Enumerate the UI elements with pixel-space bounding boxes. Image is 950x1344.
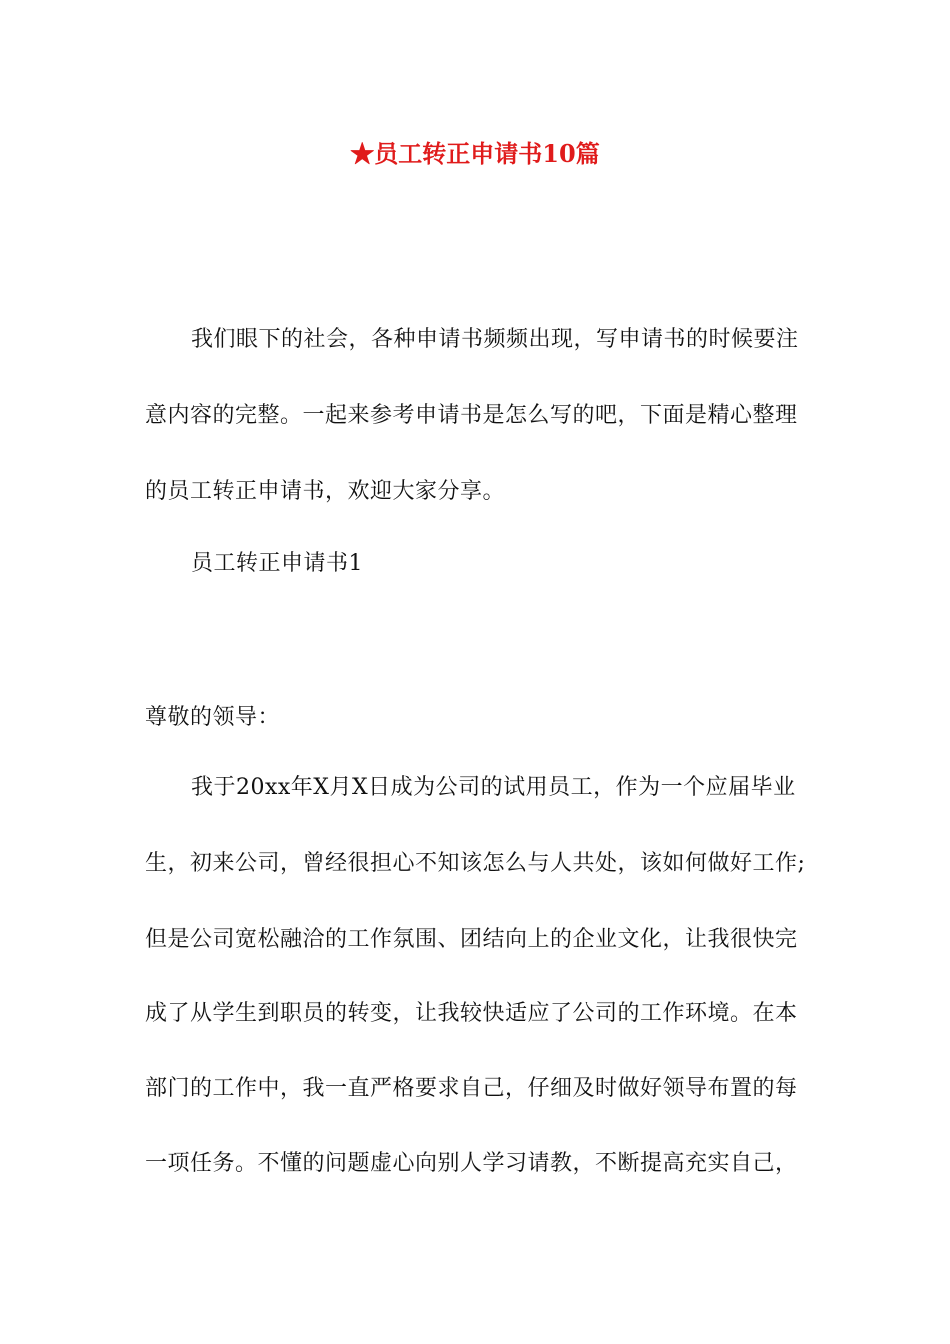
body-line-1: 我于20xx年X月X日成为公司的试用员工，作为一个应届毕业 <box>191 775 796 800</box>
body-line-6: 一项任务。不懂的问题虚心向别人学习请教，不断提高充实自己， <box>145 1151 798 1176</box>
body-line-2: 生，初来公司，曾经很担心不知该怎么与人共处，该如何做好工作; <box>145 851 806 876</box>
document-title: ★员工转正申请书10篇 <box>350 139 600 168</box>
salutation: 尊敬的领导： <box>145 705 281 730</box>
intro-line-1: 我们眼下的社会，各种申请书频频出现，写申请书的时候要注 <box>191 327 799 352</box>
body-line-5: 部门的工作中，我一直严格要求自己，仔细及时做好领导布置的每 <box>145 1076 798 1101</box>
intro-line-2: 意内容的完整。一起来参考申请书是怎么写的吧，下面是精心整理 <box>145 403 798 428</box>
section-heading: 员工转正申请书1 <box>191 551 363 576</box>
body-line-4: 成了从学生到职员的转变，让我较快适应了公司的工作环境。在本 <box>145 1001 798 1026</box>
body-line-3: 但是公司宽松融洽的工作氛围、团结向上的企业文化，让我很快完 <box>145 927 798 952</box>
intro-line-3: 的员工转正申请书，欢迎大家分享。 <box>145 479 506 504</box>
